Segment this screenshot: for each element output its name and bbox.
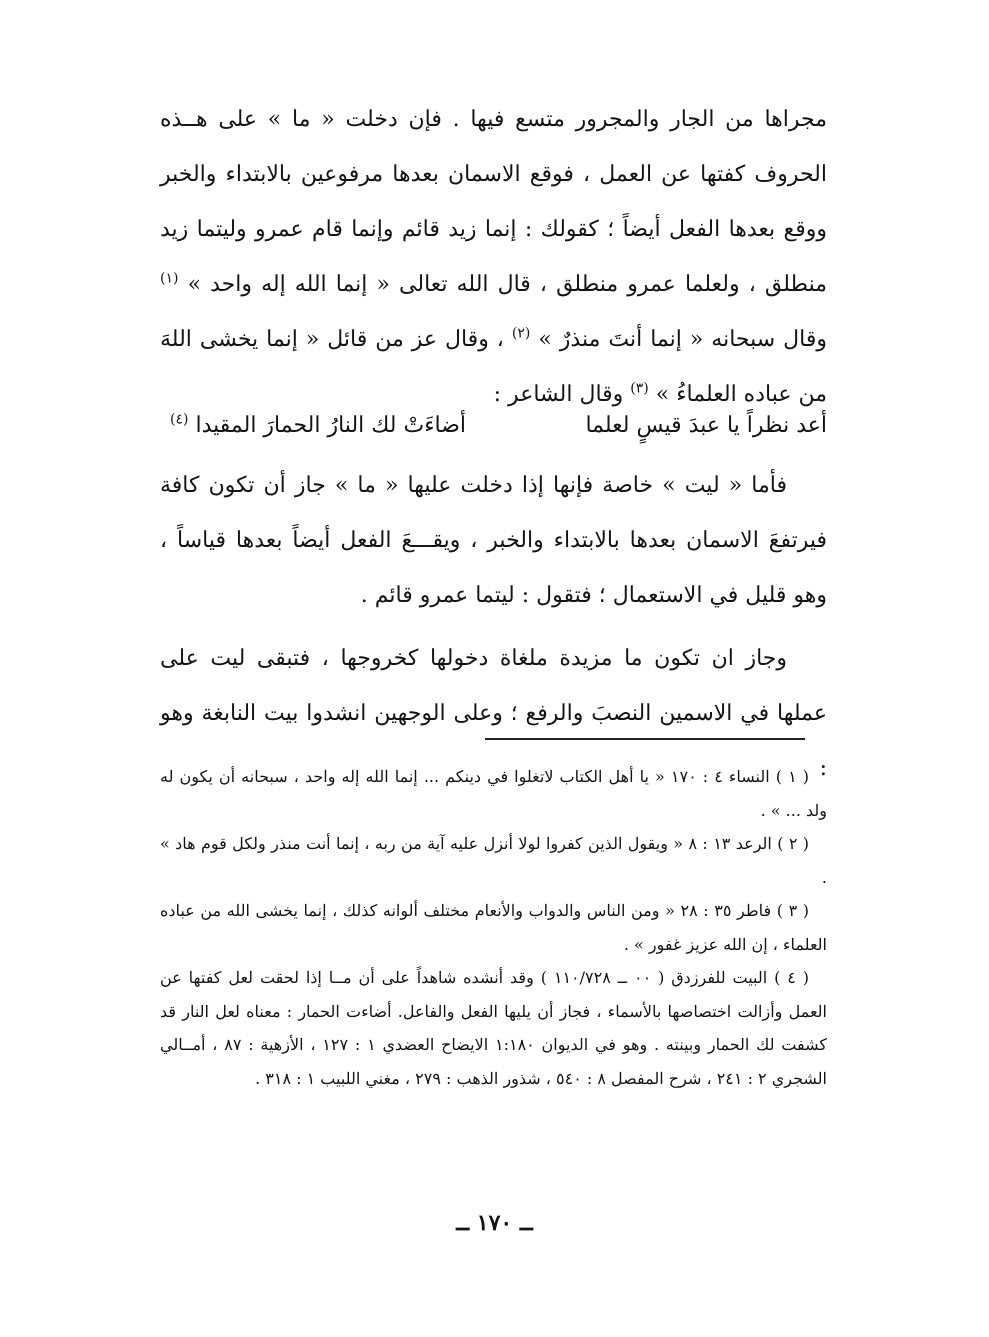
page-number: ــ ١٧٠ ــ — [456, 1210, 533, 1236]
paragraph-1-text-cont3: وقال الشاعر : — [493, 382, 631, 407]
footnote-1-line: ( ١ ) النساء ٤ : ١٧٠ « يا أهل الكتاب لاتغلوا في دينكم ... إنما الله إله واحد ، — [293, 767, 810, 786]
footnote-1 — [160, 760, 827, 827]
paragraph-3: وجاز ان تكون ما مزيدة ملغاة دخولها كخروجها ، فتبقى ليت على عملها في الاسمين النصبَ والرفع ؛ وعلى الوجهين انشدوا بيت النابغة وهو : — [160, 646, 827, 781]
main-text-lower — [160, 458, 827, 796]
footnote-3-rest: يخشى الله من عباده العلماء ، إن الله عزيز غفور » . — [160, 901, 827, 954]
footnote-4-line: ( ٤ ) البيت للفرزدق ( ٠٠ ــ ١١٠/٧٢٨ ) وقد أنشده شاهداً على أن مــا إذا — [305, 968, 809, 987]
footnotes — [160, 760, 827, 1095]
main-text — [160, 92, 827, 422]
footnote-ref-3: (٣) — [630, 380, 649, 397]
paragraph-1 — [160, 92, 827, 422]
footnote-2 — [160, 827, 827, 894]
footnote-ref-4: (٤) — [170, 411, 189, 428]
footnote-4-rest: لحقت لعل كفتها عن العمل وأزالت اختصاصها بالأسماء ، فجاز أن يليها الفعل والفاعل. أضاءت الحمار : معناه لعل النار قد كشفت لك الحمار وبينته . وهو في الديوان ١:١٨٠ الايضاح العضدي ١ : ١٢٧ ، الأزهية : ٨٧ ، أمــالي الشجري ٢ : ٢٤١ ، شرح المفصل ٨ : ٥٤٠ ، شذور الذهب : ٢٧٩ ، مغني اللبيب ١ : ٣١٨ . — [160, 968, 828, 1088]
footnote-separator — [485, 738, 805, 740]
paragraph-1-text-cont1: وقال سبحانه « إنما أنتَ منذرٌ » — [530, 327, 828, 352]
footnote-3-line: ( ٣ ) فاطر ٣٥ : ٢٨ « ومن الناس والدواب والأنعام مختلف ألوانه كذلك ، إنما — [303, 901, 810, 920]
verse-first-hemistich: أعد نظراً يا عبدَ قيسٍ لعلما — [585, 413, 827, 438]
footnote-2-rest: منذر ولكل قوم هاد » . — [160, 834, 827, 887]
verse-second-hemistich-text: أضاءَتْ لك النارُ الحمارَ المقيدا — [195, 413, 467, 438]
paragraph-1-text: مجراها من الجار والمجرور متسع فيها . فإن دخلت « ما » على هــذه الحروف كفتها عن العمل ، فوقع الاسمان بعدها مرفوعين بالابتداء والخبر ووقع بعدها الفعل أيضاً ؛ كقولك : إنما زيد قائم وإنما قام عمرو وليتما زيد منطلق ، ولعلما عمرو منطلق ، قال الله تعالى « إنما الله إله واحد » — [160, 107, 827, 297]
poetry-verse — [160, 402, 827, 450]
footnote-2-line: ( ٢ ) الرعد ١٣ : ٨ « ويقول الذين كفروا لولا أنزل عليه آية من ربه ، إنما أنت — [305, 834, 810, 853]
paragraph-1-text-cont2: ، وقال عز من قائل « إنما يخشى اللهَ من عباده العلماءُ » — [160, 327, 827, 407]
footnote-3 — [160, 894, 827, 961]
footnote-ref-1: (١) — [160, 270, 179, 287]
footnote-1-rest: سبحانه أن يكون له ولد ... » . — [160, 767, 827, 820]
paragraph-2: فأما « ليت » خاصة فإنها إذا دخلت عليها « ما » جاز أن تكون كافة فيرتفعَ الاسمان بعدها بالابتداء والخبر ، ويقـــعَ الفعل أيضاً بعدها قياساً ، وهو قليل في الاستعمال ؛ فتقول : ليتما عمرو قائم . — [160, 473, 827, 608]
footnote-ref-2: (٢) — [511, 325, 531, 342]
footnote-4 — [160, 961, 827, 1095]
verse-second-hemistich — [170, 402, 466, 450]
